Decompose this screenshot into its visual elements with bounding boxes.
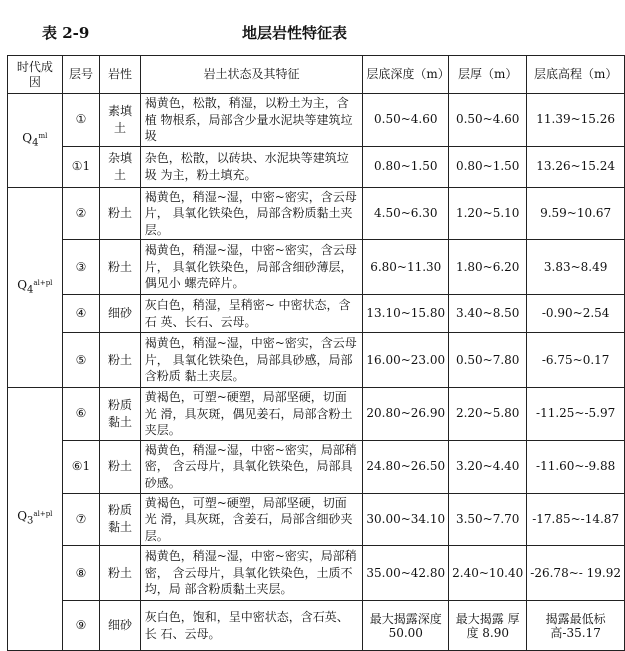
depth: 6.80~11.30 [363, 240, 449, 295]
elevation: 3.83~8.49 [527, 240, 625, 295]
description: 灰白色，饱和，呈中密状态，含石英、长 石、云母。 [140, 601, 363, 651]
thickness: 2.40~10.40 [449, 546, 527, 601]
layer-no: ④ [62, 295, 100, 333]
elevation: -26.78~- 19.92 [527, 546, 625, 601]
table-row [8, 94, 625, 147]
depth: 13.10~15.80 [363, 295, 449, 333]
table-row [8, 546, 625, 601]
description: 黄褐色，可塑~硬塑，局部坚硬，切面光 滑，具灰斑，偶见姜石，局部含粉土夹层。 [140, 388, 363, 441]
header-thickness: 层厚（m） [449, 56, 527, 94]
layer-no: ①1 [62, 146, 100, 187]
depth: 0.80~1.50 [363, 146, 449, 187]
lithology: 粉土 [100, 333, 140, 388]
depth: 16.00~23.00 [363, 333, 449, 388]
table-row [8, 295, 625, 333]
lithology: 粉质黏土 [100, 493, 140, 546]
elevation: -0.90~2.54 [527, 295, 625, 333]
thickness: 3.50~7.70 [449, 493, 527, 546]
lithology: 粉土 [100, 440, 140, 493]
table-header-row [8, 56, 625, 94]
elevation: -6.75~0.17 [527, 333, 625, 388]
depth: 20.80~26.90 [363, 388, 449, 441]
depth: 0.50~4.60 [363, 94, 449, 147]
layer-no: ⑤ [62, 333, 100, 388]
table-title: 地层岩性特征表 [242, 24, 348, 42]
age-cell: $Q_4^{al+pl}$ [8, 187, 63, 388]
elevation: 13.26~15.24 [527, 146, 625, 187]
description: 褐黄色，松散，稍湿，以粉土为主，含植 物根系，局部含少量水泥块等建筑垃圾 [140, 94, 363, 147]
layer-no: ⑥ [62, 388, 100, 441]
layer-no: ② [62, 187, 100, 240]
header-elevation: 层底高程（m） [527, 56, 625, 94]
layer-no: ⑦ [62, 493, 100, 546]
thickness: 2.20~5.80 [449, 388, 527, 441]
thickness: 0.80~1.50 [449, 146, 527, 187]
lithology: 细砂 [100, 295, 140, 333]
lithology: 粉土 [100, 240, 140, 295]
table-row [8, 240, 625, 295]
description: 褐黄色，稍湿~湿，中密~密实，局部稍密， 含云母片，具氧化铁染色，局部具砂感。 [140, 440, 363, 493]
lithology: 粉土 [100, 546, 140, 601]
layer-no: ③ [62, 240, 100, 295]
header-age: 时代成因 [8, 56, 63, 94]
header-depth: 层底深度（m） [363, 56, 449, 94]
layer-no: ① [62, 94, 100, 147]
elevation: 9.59~10.67 [527, 187, 625, 240]
lithology: 粉质黏土 [100, 388, 140, 441]
depth: 4.50~6.30 [363, 187, 449, 240]
lithology: 素填土 [100, 94, 140, 147]
description: 黄褐色，可塑~硬塑，局部坚硬，切面光 滑，具灰斑，含姜石，局部含细砂夹层。 [140, 493, 363, 546]
elevation: 11.39~15.26 [527, 94, 625, 147]
lithology: 粉土 [100, 187, 140, 240]
table-caption [0, 22, 625, 44]
age-cell: $Q_4^{ml}$ [8, 94, 63, 188]
table-row [8, 493, 625, 546]
description: 褐黄色，稍湿~湿，中密~密实，含云母片， 具氧化铁染色，局部具砂感，局部含粉质 黏土夹层。 [140, 333, 363, 388]
depth: 24.80~26.50 [363, 440, 449, 493]
table-number: 表 2-9 [42, 24, 90, 42]
thickness: 1.80~6.20 [449, 240, 527, 295]
layer-no: ⑧ [62, 546, 100, 601]
elevation: -11.60~-9.88 [527, 440, 625, 493]
stratum-table [7, 55, 625, 651]
description: 灰白色，稍湿，呈稍密~ 中密状态，含石 英、长石、云母。 [140, 295, 363, 333]
table-row [8, 187, 625, 240]
lithology: 杂填土 [100, 146, 140, 187]
table-row [8, 388, 625, 441]
header-layer-no: 层号 [62, 56, 100, 94]
thickness: 0.50~7.80 [449, 333, 527, 388]
lithology: 细砂 [100, 601, 140, 651]
description: 褐黄色，稍湿~湿，中密~密实，局部稍密， 含云母片，具氧化铁染色，土质不均，局 部含粉质黏土夹层。 [140, 546, 363, 601]
depth: 30.00~34.10 [363, 493, 449, 546]
thickness: 3.40~8.50 [449, 295, 527, 333]
depth: 35.00~42.80 [363, 546, 449, 601]
thickness: 3.20~4.40 [449, 440, 527, 493]
age-cell: $Q_3^{al+pl}$ [8, 388, 63, 651]
layer-no: ⑥1 [62, 440, 100, 493]
table-row [8, 146, 625, 187]
thickness: 0.50~4.60 [449, 94, 527, 147]
layer-no: ⑨ [62, 601, 100, 651]
table-row [8, 440, 625, 493]
table-row [8, 601, 625, 651]
thickness: 最大揭露 厚度 8.90 [449, 601, 527, 651]
thickness: 1.20~5.10 [449, 187, 527, 240]
elevation: -11.25~-5.97 [527, 388, 625, 441]
description: 杂色，松散，以砖块、水泥块等建筑垃圾 为主，粉土填充。 [140, 146, 363, 187]
elevation: 揭露最低标高-35.17 [527, 601, 625, 651]
description: 褐黄色，稍湿~湿，中密~密实，含云母片， 具氧化铁染色，局部含细砂薄层，偶见小 螺壳碎片。 [140, 240, 363, 295]
header-lithology: 岩性 [100, 56, 140, 94]
header-description: 岩土状态及其特征 [140, 56, 363, 94]
description: 褐黄色，稍湿~湿，中密~密实，含云母片， 具氧化铁染色，局部含粉质黏土夹层。 [140, 187, 363, 240]
depth: 最大揭露深度 50.00 [363, 601, 449, 651]
table-row [8, 333, 625, 388]
elevation: -17.85~-14.87 [527, 493, 625, 546]
